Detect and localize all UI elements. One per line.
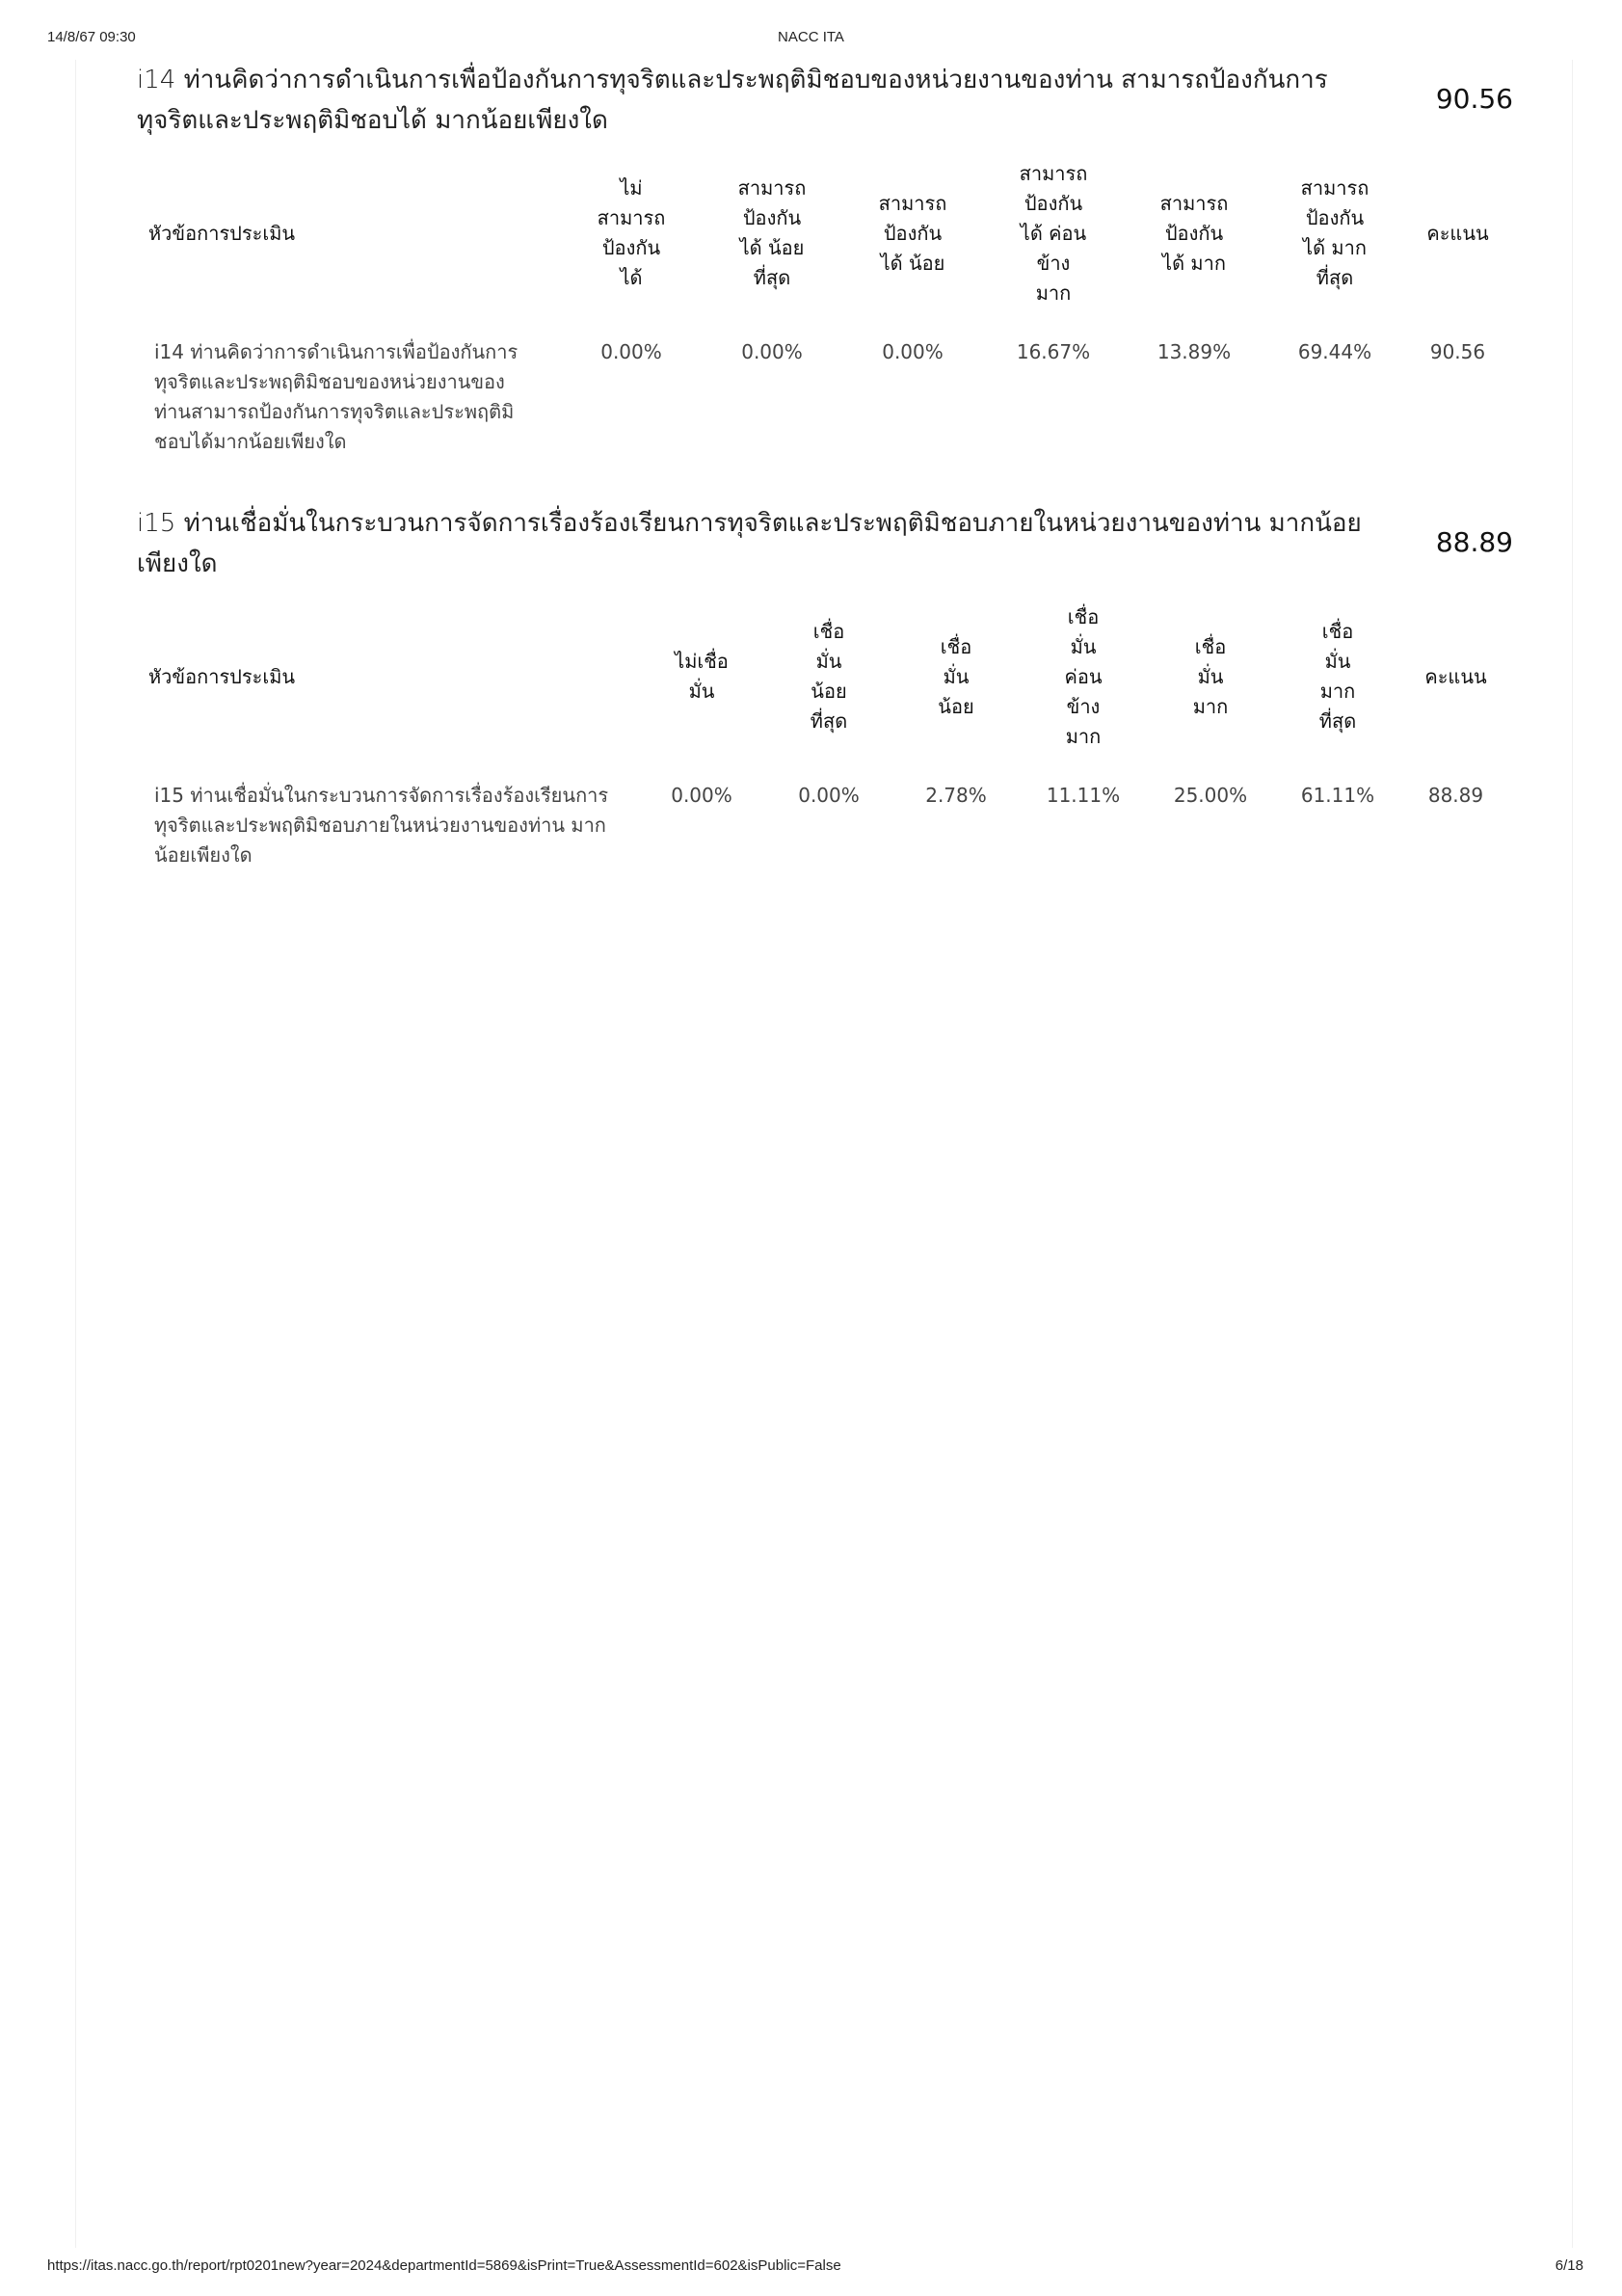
column-header: เชื่อ มั่น น้อย [938, 634, 974, 718]
column-header-score: คะแนน [1424, 664, 1487, 688]
column-header: ไม่ สามารถ ป้องกัน ได้ [597, 176, 666, 289]
column-header: สามารถ ป้องกัน ได้ ค่อน ข้าง มาก [1019, 161, 1088, 305]
column-header: สามารถ ป้องกัน ได้ มาก [1159, 191, 1229, 275]
table-header-row [137, 600, 1510, 754]
evaluation-table [137, 600, 1510, 870]
value-cell: 16.67% [1016, 340, 1091, 363]
page-number: 6/18 [1555, 2257, 1583, 2274]
value-cell: 0.00% [671, 784, 732, 807]
value-cell: 61.11% [1300, 784, 1375, 807]
value-cell: 11.11% [1046, 784, 1121, 807]
value-cell: 69.44% [1297, 340, 1372, 363]
print-datetime: 14/8/67 09:30 [47, 29, 136, 45]
question-title: i14 ท่านคิดว่าการดำเนินการเพื่อป้องกันการทุจริตและประพฤติมิชอบของหน่วยงานของท่าน สามารถป้องกันการทุจริตและประพฤติมิชอบได้ มากน้อยเพียงใด [137, 66, 1328, 135]
column-header: เชื่อ มั่น น้อย ที่สุด [810, 620, 848, 733]
column-header: สามารถ ป้องกัน ได้ น้อย [878, 191, 947, 275]
value-cell: 25.00% [1173, 784, 1248, 807]
column-header: ไม่เชื่อ มั่น [675, 650, 729, 703]
question-title: i15 ท่านเชื่อมั่นในกระบวนการจัดการเรื่องร้องเรียนการทุจริตและประพฤติมิชอบภายในหน่วยงานของท่าน มากน้อยเพียงใด [137, 509, 1362, 578]
value-cell: 0.00% [798, 784, 860, 807]
value-cell: 0.00% [600, 340, 662, 363]
item-text: i14 ท่านคิดว่าการดำเนินการเพื่อป้องกันการทุจริตและประพฤติมิชอบของหน่วยงานของท่านสามารถป้องกันการทุจริตและประพฤติมิชอบได้มากน้อยเพียงใด [154, 340, 519, 453]
question-i15 [137, 503, 1534, 889]
value-cell: 2.78% [925, 784, 987, 807]
column-header-topic: หัวข้อการประเมิน [148, 221, 296, 245]
value-cell: 0.00% [882, 340, 944, 363]
score-cell: 90.56 [1429, 340, 1486, 363]
table-header-row [137, 156, 1510, 310]
evaluation-table [137, 156, 1510, 457]
column-header: สามารถ ป้องกัน ได้ น้อย ที่สุด [737, 176, 807, 289]
question-score: 88.89 [1435, 526, 1513, 558]
table-row [137, 781, 1510, 870]
value-cell: 0.00% [741, 340, 803, 363]
print-footer [0, 2257, 1622, 2277]
column-header: สามารถ ป้องกัน ได้ มาก ที่สุด [1300, 176, 1369, 289]
column-header: เชื่อ มั่น ค่อน ข้าง มาก [1064, 604, 1103, 748]
print-title: NACC ITA [778, 29, 844, 45]
column-header: เชื่อ มั่น มาก [1192, 634, 1229, 718]
item-text: i15 ท่านเชื่อมั่นในกระบวนการจัดการเรื่องร้องเรียนการทุจริตและประพฤติมิชอบภายในหน่วยงานของท่าน มากน้อยเพียงใด [154, 784, 609, 867]
value-cell: 13.89% [1157, 340, 1232, 363]
score-cell: 88.89 [1427, 784, 1484, 807]
question-i14 [137, 60, 1534, 465]
column-header: เชื่อ มั่น มาก ที่สุด [1318, 620, 1357, 733]
page-url: https://itas.nacc.go.th/report/rpt0201new?year=2024&departmentId=5869&isPrint=True&AssessmentId=602&isPublic=False [47, 2257, 841, 2274]
column-header-topic: หัวข้อการประเมิน [148, 664, 296, 688]
column-header-score: คะแนน [1426, 221, 1489, 245]
table-row [137, 337, 1510, 457]
question-score: 90.56 [1435, 83, 1513, 115]
print-header [0, 29, 1622, 48]
